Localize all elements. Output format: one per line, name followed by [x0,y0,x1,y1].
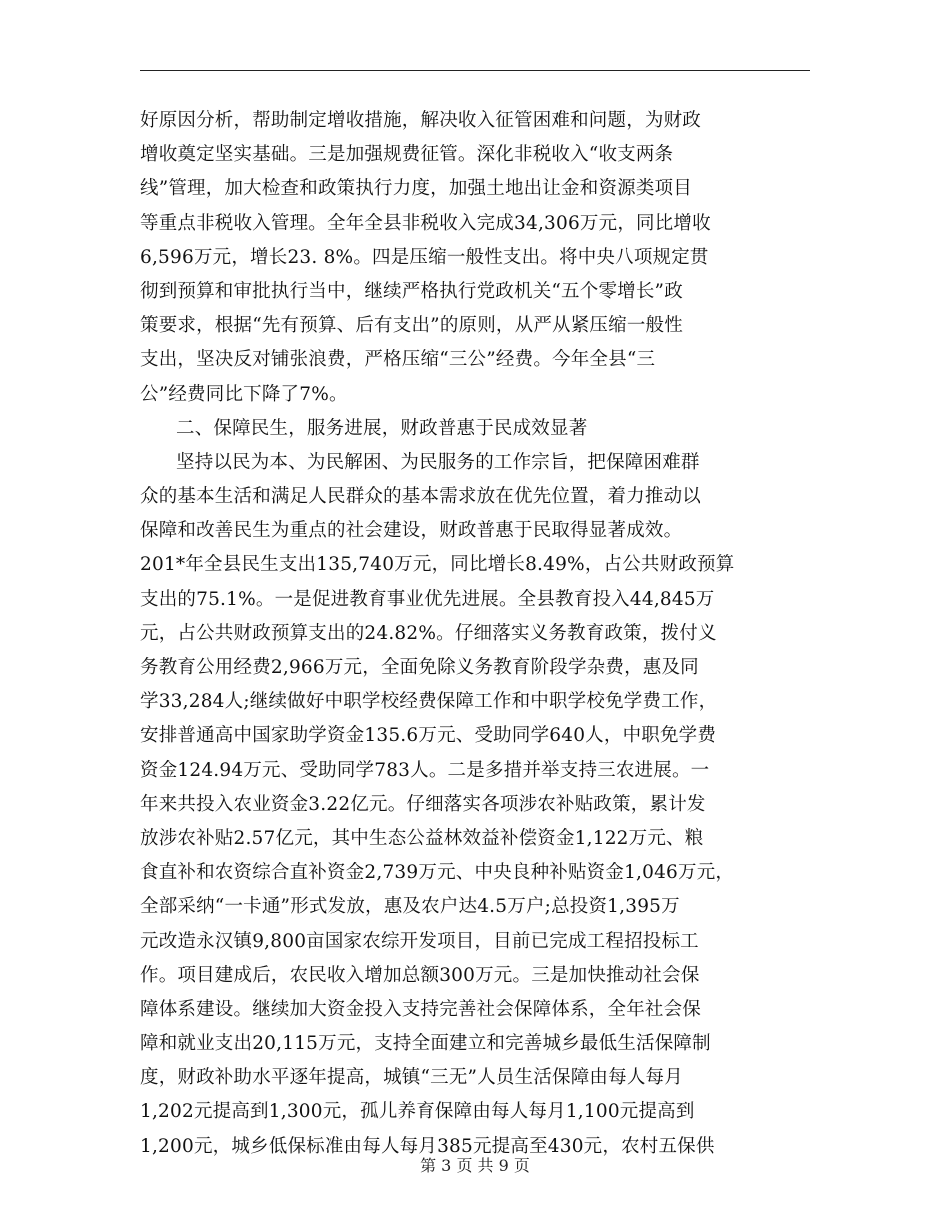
section-heading: 二、保障民生，服务进展，财政普惠于民成效显著 [176,417,588,439]
text-line: 作。项目建成后，农民收入增加总额300万元。三是加快推动社会保 [140,964,700,986]
body-text [140,104,840,1164]
page-number-footer: 第 3 页 共 9 页 [420,1156,530,1175]
text-line: 安排普通高中国家助学资金135.6万元、受助同学640人，中职免学费 [140,725,717,747]
text-line: 学33,284人;继续做好中职学校经费保障工作和中职学校免学费工作， [140,691,718,713]
text-line: 保障和改善民生为重点的社会建设，财政普惠于民取得显著成效。 [140,520,683,542]
text-line: 6,596万元，增长23. 8%。四是压缩一般性支出。将中央八项规定贯 [140,246,709,268]
text-line: 201*年全县民生支出135,740万元，同比增长8.49%，占公共财政预算 [140,554,735,576]
text-line: 线”管理，加大检查和政策执行力度，加强土地出让金和资源类项目 [140,178,692,200]
text-line: 元改造永汉镇9,800亩国家农综开发项目，目前已完成工程招投标工 [140,930,699,952]
text-line: 务教育公用经费2,966万元，全面免除义务教育阶段学杂费，惠及同 [140,657,699,678]
text-line: 好原因分析，帮助制定增收措施，解决收入征管困难和问题，为财政 [140,110,702,131]
text-line: 1,200元，城乡低保标准由每人每月385元提高至430元，农村五保供 [140,1135,715,1157]
header-rule [140,70,810,71]
text-line: 障和就业支出20,115万元，支持全面建立和完善城乡最低生活保障制 [140,1033,711,1055]
text-line: 支出，坚决反对铺张浪费，严格压缩“三公”经费。今年全县“三 [140,349,656,371]
text-line: 彻到预算和审批执行当中，继续严格执行党政机关“五个零增长”政 [140,280,683,302]
text-line: 元，占公共财政预算支出的24.82%。仔细落实义务教育政策，拨付义 [140,622,717,644]
text-line: 1,202元提高到1,300元，孤儿养育保障由每人每月1,100元提高到 [140,1101,695,1123]
text-line: 等重点非税收入管理。全年全县非税收入完成34,306万元，同比增收 [140,212,711,234]
text-line: 资金124.94万元、受助同学783人。二是多措并举支持三农进展。一 [140,759,710,781]
text-line: 坚持以民为本、为民解困、为民服务的工作宗旨，把保障困难群 [176,451,700,473]
text-line: 食直补和农资综合直补资金2,739万元、中央良种补贴资金1,046万元， [140,862,735,884]
text-line: 年来共投入农业资金3.22亿元。仔细落实各项涉农补贴政策，累计发 [140,793,706,815]
text-line: 障体系建设。继续加大资金投入支持完善社会保障体系，全年社会保 [140,998,702,1020]
text-line: 公”经费同比下降了7%。 [140,383,348,405]
text-line: 度，财政补助水平逐年提高，城镇“三无”人员生活保障由每人每月 [140,1067,683,1089]
text-line: 策要求，根据“先有预算、后有支出”的原则，从严从紧压缩一般性 [140,315,683,337]
text-line: 支出的75.1%。一是促进教育事业优先进展。全县教育投入44,845万 [140,588,715,610]
text-line: 放涉农补贴2.57亿元，其中生态公益林效益补偿资金1,122万元、粮 [140,827,704,849]
text-line: 全部采纳“一卡通”形式发放，惠及农户达4.5万户;总投资1,395万 [140,896,680,918]
text-line: 众的基本生活和满足人民群众的基本需求放在优先位置，着力推动以 [140,486,702,508]
text-line: 增收奠定坚实基础。三是加强规费征管。深化非税收入“收支两条 [140,144,674,166]
